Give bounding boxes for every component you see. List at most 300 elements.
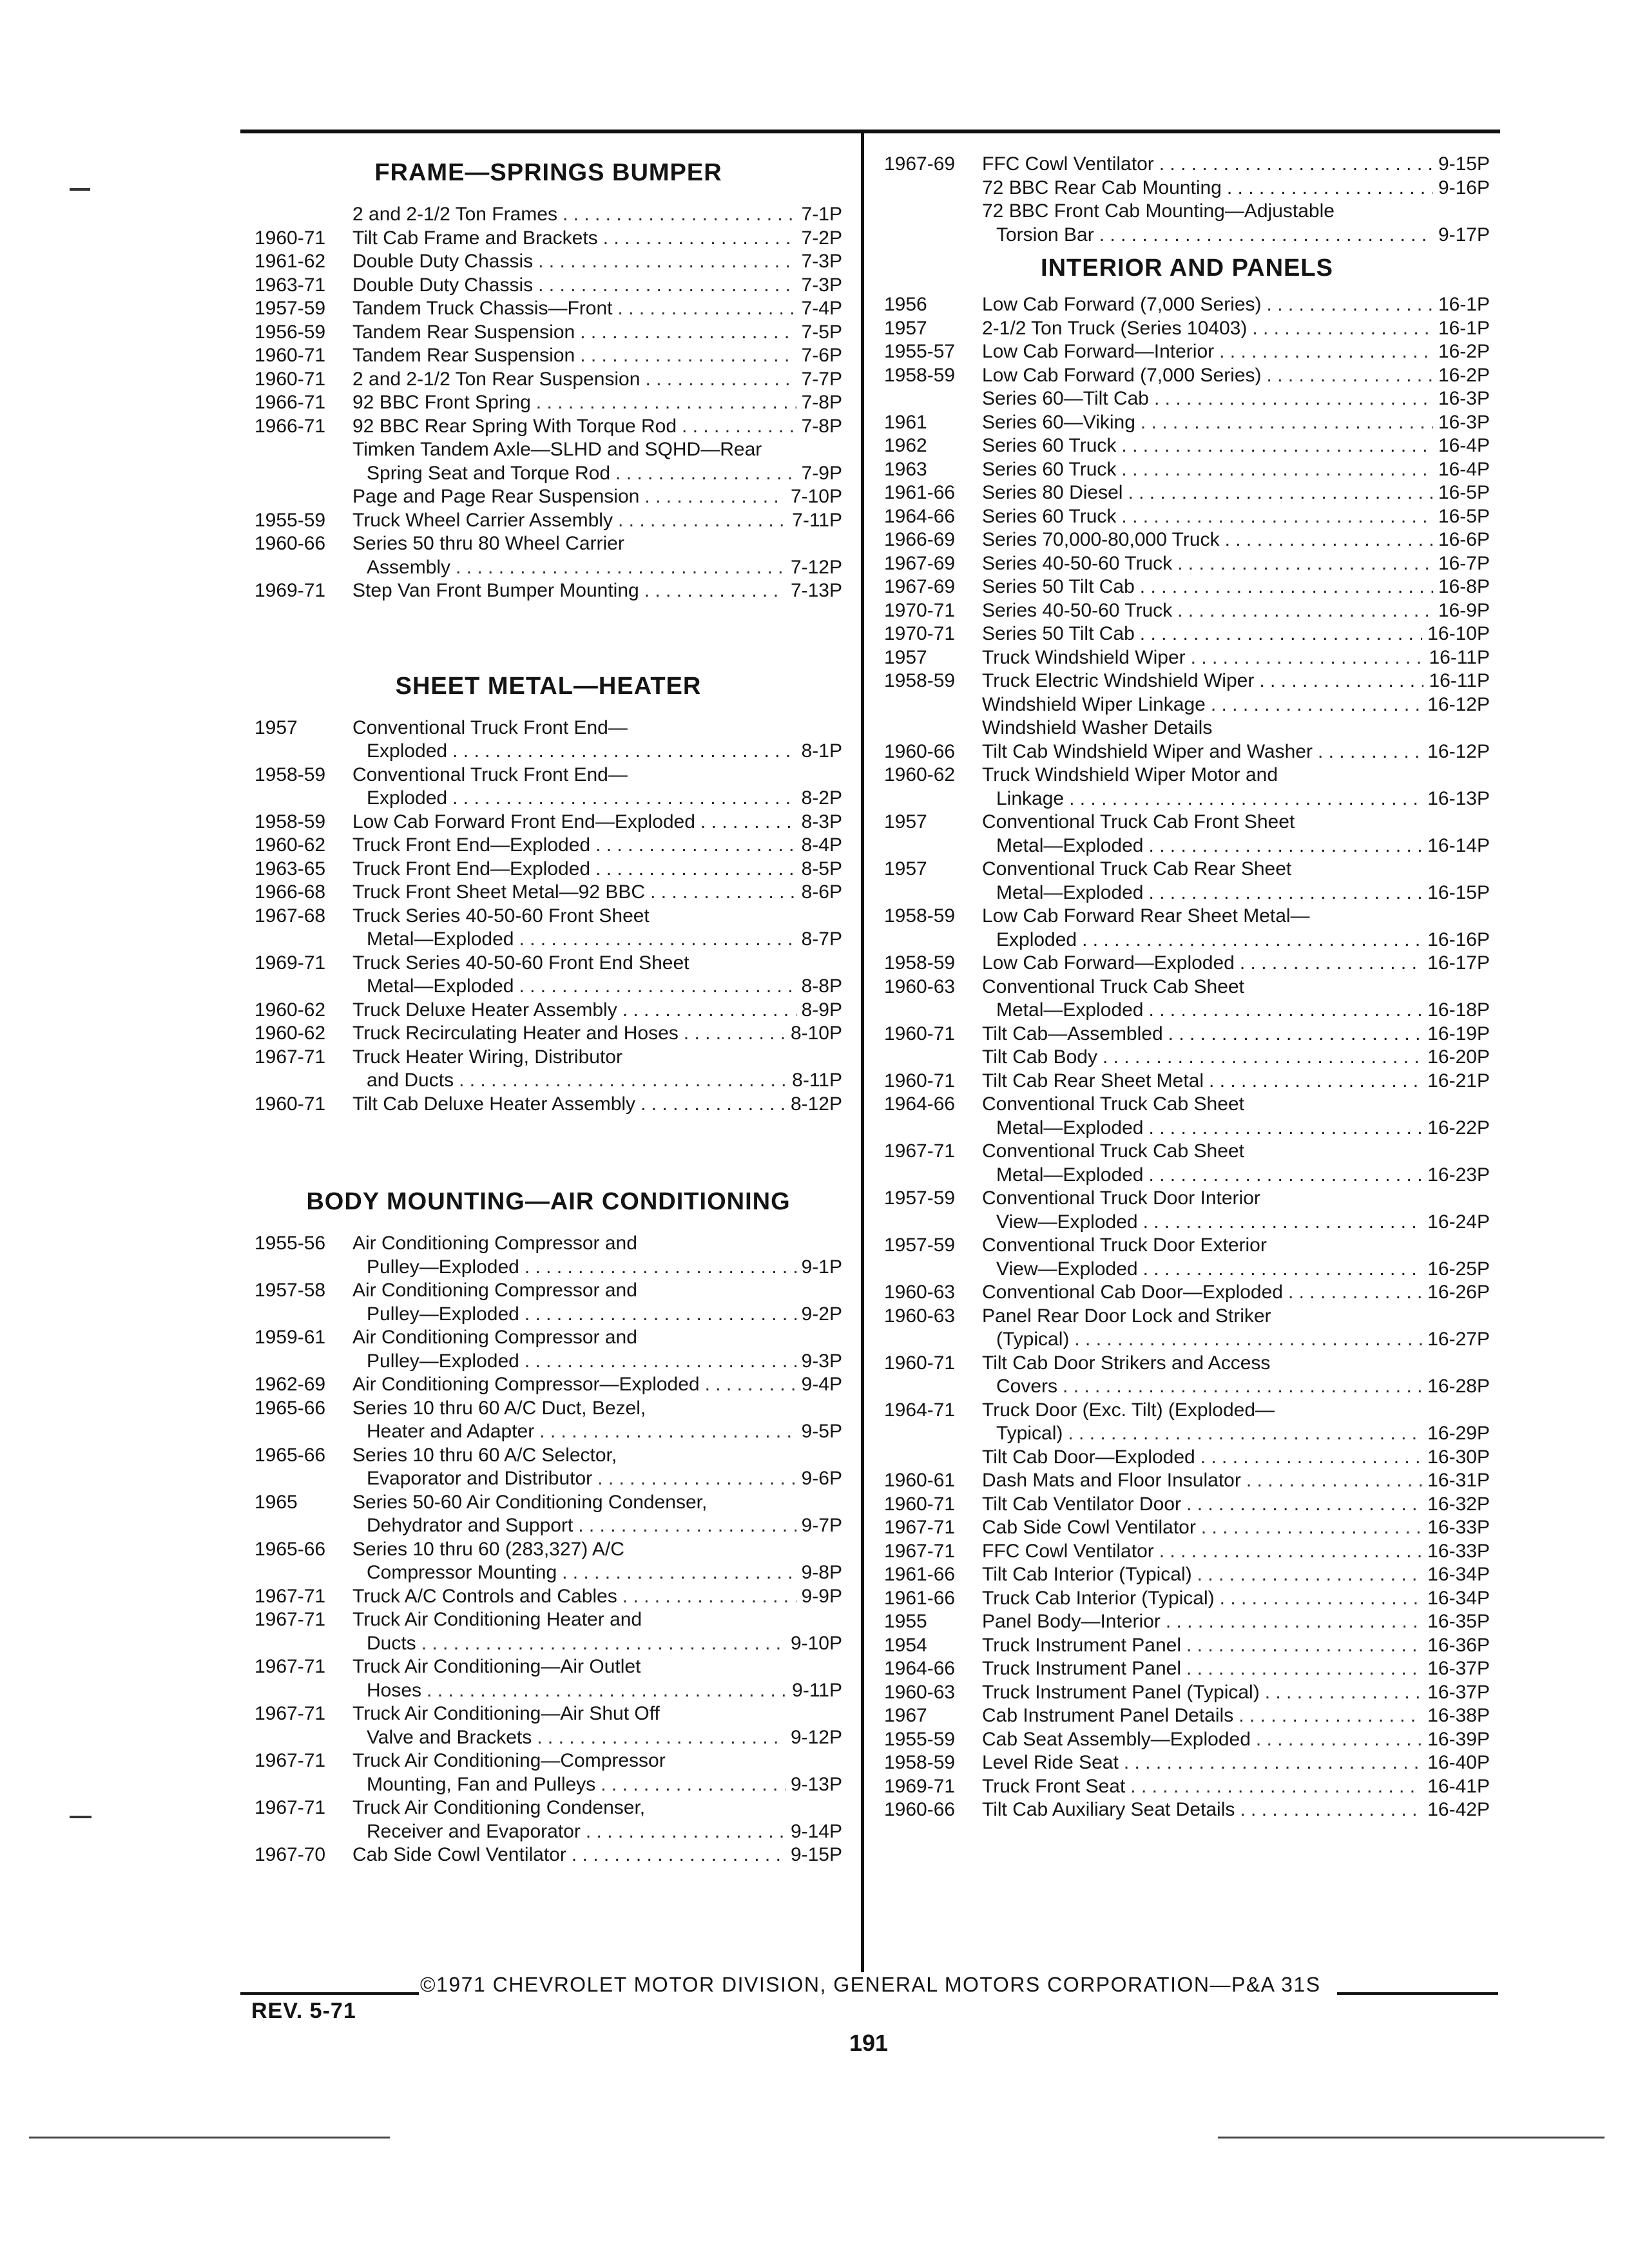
entry-page-ref: 16-11P — [1429, 670, 1490, 691]
index-entry — [884, 1187, 1490, 1234]
entry-body — [352, 1585, 842, 1609]
entry-body — [982, 858, 1490, 905]
index-entry — [884, 387, 1490, 411]
entry-line — [982, 1681, 1490, 1705]
index-entry — [884, 434, 1490, 458]
dot-leader — [572, 1843, 786, 1867]
index-entry — [884, 1469, 1490, 1493]
entry-line — [982, 364, 1490, 388]
entry-page-ref: 9-8P — [801, 1562, 842, 1583]
entry-year: 1957 — [884, 317, 927, 339]
dot-leader — [705, 1373, 796, 1397]
entry-body — [982, 1634, 1490, 1658]
entry-year: 1964-66 — [884, 1093, 956, 1115]
entry-page-ref: 16-21P — [1427, 1070, 1490, 1091]
entry-title: Tilt Cab Body — [982, 1046, 1097, 1068]
entry-page-ref: 16-32P — [1427, 1493, 1490, 1515]
entry-title: 72 BBC Rear Cab Mounting — [982, 177, 1222, 198]
entry-line — [982, 1446, 1490, 1470]
entry-title: Truck Air Conditioning—Air Shut Off — [352, 1703, 660, 1724]
entry-body — [982, 622, 1490, 646]
entry-page-ref: 9-7P — [801, 1515, 842, 1536]
entry-line — [982, 1587, 1490, 1611]
entry-page-ref: 8-4P — [801, 834, 842, 856]
entry-body — [352, 1749, 842, 1796]
entry-title: Tandem Rear Suspension — [352, 345, 575, 366]
entry-year: 1961-66 — [884, 1564, 956, 1585]
index-entry — [255, 999, 842, 1023]
entry-title: Truck Windshield Wiper Motor and — [982, 764, 1278, 785]
entry-line — [982, 1258, 1490, 1282]
entry-page-ref: 16-19P — [1427, 1023, 1490, 1044]
top-rule — [240, 130, 1500, 133]
entry-body — [352, 438, 842, 485]
index-entry — [255, 274, 842, 298]
entry-title: Metal—Exploded — [367, 928, 514, 950]
entry-body — [352, 579, 842, 603]
entry-list — [884, 153, 1490, 247]
index-entry — [255, 764, 842, 811]
entry-page-ref: 16-37P — [1427, 1681, 1490, 1703]
entry-body — [352, 297, 842, 321]
entry-line — [982, 764, 1490, 787]
entry-line — [982, 1657, 1490, 1681]
dot-leader — [1239, 1704, 1422, 1728]
entry-title: Tilt Cab Windshield Wiper and Washer — [982, 740, 1313, 762]
entry-year: 1967-69 — [884, 552, 956, 574]
dot-leader — [1099, 224, 1433, 247]
entry-body — [982, 1352, 1490, 1399]
dot-leader — [1186, 1657, 1422, 1681]
dot-leader — [618, 509, 787, 533]
entry-title: Truck Cab Interior (Typical) — [982, 1587, 1215, 1609]
entry-body — [982, 1798, 1490, 1822]
entry-title: Double Duty Chassis — [352, 251, 534, 272]
entry-page-ref: 8-7P — [801, 928, 842, 950]
entry-page-ref: 7-10P — [790, 486, 842, 507]
index-entry — [884, 364, 1490, 388]
entry-body — [352, 1608, 842, 1655]
entry-line — [982, 622, 1490, 646]
entry-year: 1955 — [884, 1611, 927, 1632]
entry-title: Air Conditioning Compressor—Exploded — [352, 1374, 700, 1395]
entry-page-ref: 16-7P — [1438, 552, 1490, 574]
entry-line — [982, 340, 1490, 364]
dot-leader — [1256, 1728, 1422, 1752]
entry-title: Conventional Truck Door Interior — [982, 1187, 1260, 1209]
entry-title: Metal—Exploded — [367, 975, 514, 997]
entry-line — [352, 1585, 842, 1609]
entry-page-ref: 16-9P — [1438, 599, 1490, 621]
entry-body — [982, 481, 1490, 505]
entry-title: Truck Series 40-50-60 Front End Sheet — [352, 952, 689, 974]
entry-year: 1955-59 — [255, 509, 326, 531]
entry-title: Typical) — [996, 1423, 1063, 1444]
index-entry — [884, 1516, 1490, 1540]
entry-year: 1961 — [884, 411, 927, 433]
entry-list — [255, 1232, 842, 1867]
entry-title: Timken Tandem Axle—SLHD and SQHD—Rear — [352, 439, 762, 460]
index-entry — [884, 1610, 1490, 1634]
entry-page-ref: 16-31P — [1427, 1470, 1490, 1491]
entry-body — [352, 1444, 842, 1491]
dot-leader — [700, 811, 796, 834]
entry-title: Heater and Adapter — [367, 1421, 535, 1442]
entry-page-ref: 8-5P — [801, 858, 842, 879]
dot-leader — [622, 1585, 796, 1609]
entry-line — [352, 438, 842, 462]
dot-leader — [538, 250, 796, 274]
dot-leader — [1246, 1469, 1422, 1493]
index-entry — [255, 1538, 842, 1585]
entry-year: 1969-71 — [255, 952, 326, 974]
entry-body — [352, 905, 842, 952]
entry-title: Covers — [996, 1376, 1058, 1397]
dot-leader — [538, 274, 796, 298]
entry-line — [352, 1350, 842, 1374]
entry-line — [352, 321, 842, 345]
entry-title: Series 70,000-80,000 Truck — [982, 529, 1220, 550]
entry-page-ref: 16-29P — [1427, 1423, 1490, 1444]
index-entry — [255, 1702, 842, 1749]
entry-page-ref: 7-7P — [801, 368, 842, 390]
entry-year: 1960-71 — [255, 227, 326, 249]
entry-line — [982, 1516, 1490, 1540]
entry-line — [352, 975, 842, 999]
entry-page-ref: 16-36P — [1427, 1634, 1490, 1656]
entry-body — [982, 716, 1490, 740]
entry-page-ref: 9-17P — [1438, 224, 1490, 245]
entry-page-ref: 8-11P — [792, 1070, 842, 1091]
entry-line — [352, 509, 842, 533]
index-entry — [255, 1373, 842, 1397]
entry-body — [982, 1140, 1490, 1187]
entry-title: Air Conditioning Compressor and — [352, 1327, 637, 1348]
entry-body — [352, 250, 842, 274]
entry-title: Truck Windshield Wiper — [982, 646, 1186, 668]
entry-page-ref: 9-2P — [801, 1303, 842, 1325]
entry-year: 1958-59 — [884, 905, 956, 927]
entry-line — [982, 387, 1490, 411]
entry-line — [982, 1117, 1490, 1140]
entry-page-ref: 16-4P — [1438, 435, 1490, 456]
dot-leader — [1240, 952, 1422, 975]
entry-body — [982, 1728, 1490, 1752]
entry-body — [352, 858, 842, 881]
dot-leader — [1186, 1493, 1422, 1517]
entry-title: Page and Page Rear Suspension — [352, 486, 640, 507]
entry-page-ref: 7-12P — [790, 556, 842, 578]
entry-line — [352, 905, 842, 928]
entry-title: Spring Seat and Torque Rod — [367, 462, 611, 484]
index-entry — [884, 1493, 1490, 1517]
entry-page-ref: 8-8P — [801, 975, 842, 997]
dot-leader — [645, 368, 796, 392]
entry-body — [352, 1022, 842, 1046]
index-entry — [255, 858, 842, 881]
entry-line — [982, 1775, 1490, 1799]
entry-title: and Ducts — [367, 1070, 454, 1091]
entry-title: 72 BBC Front Cab Mounting—Adjustable — [982, 200, 1335, 222]
entry-title: Conventional Truck Cab Front Sheet — [982, 811, 1295, 832]
dot-leader — [650, 881, 796, 905]
entry-body — [982, 411, 1490, 435]
section-body-mounting — [255, 1186, 842, 1867]
dot-leader — [684, 1022, 786, 1046]
dot-leader — [1267, 364, 1433, 388]
revision-label: REV. 5-71 — [251, 1999, 356, 2023]
entry-title: Air Conditioning Compressor and — [352, 1233, 637, 1254]
dot-leader — [1209, 1070, 1422, 1093]
index-entry — [255, 509, 842, 533]
entry-title: Truck A/C Controls and Cables — [352, 1585, 617, 1607]
index-entry — [255, 391, 842, 415]
entry-page-ref: 7-11P — [792, 509, 842, 531]
index-entry — [255, 297, 842, 321]
entry-title: Truck Air Conditioning Heater and — [352, 1609, 642, 1630]
right-column — [884, 153, 1490, 1822]
index-entry — [884, 1728, 1490, 1752]
entry-line — [982, 1728, 1490, 1752]
entry-year: 1967-71 — [255, 1750, 326, 1771]
entry-page-ref: 16-24P — [1427, 1211, 1490, 1233]
entry-year: 1954 — [884, 1634, 927, 1656]
entry-title: Cab Side Cowl Ventilator — [982, 1517, 1196, 1538]
entry-line — [982, 740, 1490, 764]
entry-line — [982, 952, 1490, 975]
entry-title: 2-1/2 Ton Truck (Series 10403) — [982, 317, 1248, 339]
index-entry — [884, 1587, 1490, 1611]
entry-body — [982, 575, 1490, 599]
entry-title: Hoses — [367, 1679, 422, 1701]
entry-page-ref: 16-11P — [1429, 646, 1490, 668]
entry-line — [352, 1632, 842, 1656]
index-entry — [255, 250, 842, 274]
entry-year: 1960-62 — [884, 764, 956, 785]
index-entry — [255, 1796, 842, 1843]
entry-line — [982, 1399, 1490, 1423]
entry-body — [982, 1469, 1490, 1493]
dot-leader — [1140, 622, 1422, 646]
entry-line — [982, 905, 1490, 928]
entry-line — [982, 834, 1490, 858]
entry-page-ref: 9-13P — [790, 1773, 842, 1795]
entry-title: Cab Seat Assembly—Exploded — [982, 1728, 1251, 1750]
entry-page-ref: 7-13P — [790, 580, 842, 601]
dot-leader — [580, 344, 796, 368]
entry-body — [352, 1279, 842, 1326]
entry-title: Truck Front Seat — [982, 1775, 1126, 1797]
entry-line — [352, 1655, 842, 1679]
entry-title: Conventional Truck Cab Sheet — [982, 1093, 1244, 1115]
entry-line — [352, 532, 842, 556]
section-sheet-metal — [255, 670, 842, 1117]
dot-leader — [601, 1773, 786, 1797]
entry-year: 1960-71 — [255, 1093, 326, 1115]
entry-line — [352, 1093, 842, 1117]
margin-mark — [70, 188, 90, 191]
entry-line — [352, 1279, 842, 1303]
entry-title: 92 BBC Rear Spring With Torque Rod — [352, 415, 677, 437]
dot-leader — [562, 1561, 796, 1585]
index-entry — [255, 1397, 842, 1444]
entry-year: 1967-69 — [884, 153, 956, 175]
entry-year: 1960-66 — [255, 533, 326, 554]
index-entry — [884, 575, 1490, 599]
entry-page-ref: 16-1P — [1438, 317, 1490, 339]
dot-leader — [421, 1632, 786, 1656]
entry-line — [982, 1540, 1490, 1564]
scan-edge-line — [29, 2137, 390, 2138]
entry-title: Dehydrator and Support — [367, 1515, 574, 1536]
entry-line — [352, 1467, 842, 1491]
entry-body — [352, 881, 842, 905]
entry-title: Windshield Wiper Linkage — [982, 693, 1206, 715]
entry-page-ref: 9-5P — [801, 1421, 842, 1442]
entry-year: 1964-71 — [884, 1399, 956, 1421]
index-entry — [884, 1070, 1490, 1093]
entry-page-ref: 9-10P — [790, 1632, 842, 1654]
entry-year: 1958-59 — [884, 364, 956, 386]
dot-leader — [1197, 1563, 1423, 1587]
entry-page-ref: 16-14P — [1427, 834, 1490, 856]
entry-page-ref: 8-3P — [801, 811, 842, 832]
entry-page-ref: 16-33P — [1427, 1540, 1490, 1562]
dot-leader — [1103, 1046, 1422, 1070]
entry-title: Tilt Cab Door—Exploded — [982, 1446, 1195, 1468]
entry-page-ref: 16-3P — [1438, 388, 1490, 409]
entry-line — [982, 552, 1490, 576]
entry-title: Series 60—Tilt Cab — [982, 388, 1149, 409]
entry-page-ref: 16-17P — [1427, 952, 1490, 974]
entry-line — [352, 928, 842, 952]
entry-page-ref: 8-2P — [801, 787, 842, 809]
entry-line — [982, 1422, 1490, 1446]
entry-line — [352, 297, 842, 321]
dot-leader — [1154, 387, 1433, 411]
index-entry — [884, 599, 1490, 623]
entry-line — [352, 811, 842, 834]
entry-title: Cab Instrument Panel Details — [982, 1705, 1234, 1726]
entry-line — [352, 462, 842, 486]
entry-title: Metal—Exploded — [996, 1164, 1144, 1186]
index-entry — [884, 1775, 1490, 1799]
entry-title: Truck Instrument Panel — [982, 1658, 1182, 1679]
entry-list — [884, 293, 1490, 1822]
entry-title: Low Cab Forward—Interior — [982, 341, 1215, 362]
index-entry — [255, 952, 842, 999]
entry-body — [982, 1305, 1490, 1352]
entry-line — [982, 293, 1490, 317]
entry-title: FFC Cowl Ventilator — [982, 153, 1154, 175]
footer-rule — [1337, 1992, 1498, 1995]
entry-page-ref: 8-9P — [801, 999, 842, 1021]
entry-year: 1967-71 — [255, 1046, 326, 1068]
entry-line — [352, 415, 842, 439]
entry-body — [982, 1446, 1490, 1470]
entry-body — [352, 1702, 842, 1749]
entry-title: Exploded — [996, 928, 1077, 950]
dot-leader — [1140, 575, 1433, 599]
entry-page-ref: 7-3P — [801, 274, 842, 296]
entry-title: Tilt Cab Door Strikers and Access — [982, 1352, 1271, 1374]
index-entry — [884, 693, 1490, 717]
entry-title: Truck Recirculating Heater and Hoses — [352, 1023, 679, 1044]
entry-line — [982, 858, 1490, 881]
entry-body — [982, 1093, 1490, 1140]
entry-line — [352, 1702, 842, 1726]
entry-line — [352, 391, 842, 415]
entry-year: 1955-59 — [884, 1728, 956, 1750]
entry-line — [352, 1773, 842, 1797]
entry-title: Series 50-60 Air Conditioning Condenser, — [352, 1491, 708, 1513]
entry-body — [352, 1326, 842, 1373]
entry-year: 1967-71 — [255, 1585, 326, 1607]
index-entry — [884, 1657, 1490, 1681]
entry-body — [352, 1232, 842, 1279]
entry-body — [352, 999, 842, 1023]
entry-body — [352, 344, 842, 368]
entry-page-ref: 16-27P — [1427, 1329, 1490, 1350]
entry-line — [352, 1256, 842, 1280]
entry-page-ref: 16-35P — [1427, 1611, 1490, 1632]
index-entry — [255, 1655, 842, 1702]
index-entry — [255, 1022, 842, 1046]
dot-leader — [427, 1679, 787, 1703]
entry-body — [982, 1751, 1490, 1775]
index-entry — [884, 528, 1490, 552]
dot-leader — [1121, 434, 1433, 458]
entry-body — [352, 274, 842, 298]
page-footer — [0, 1965, 1629, 2107]
entry-page-ref: 7-4P — [801, 298, 842, 319]
entry-line — [352, 1491, 842, 1515]
index-entry — [884, 200, 1490, 247]
entry-body — [982, 764, 1490, 811]
entry-title: Air Conditioning Compressor and — [352, 1280, 637, 1301]
entry-line — [352, 274, 842, 298]
entry-page-ref: 16-41P — [1427, 1775, 1490, 1797]
entry-line — [982, 646, 1490, 670]
index-entry — [255, 438, 842, 485]
dot-leader — [644, 485, 786, 509]
dot-leader — [1148, 881, 1422, 905]
entry-year: 1967-71 — [255, 1703, 326, 1724]
index-entry — [884, 1281, 1490, 1305]
entry-title: Level Ride Seat — [982, 1752, 1119, 1773]
index-entry — [884, 975, 1490, 1023]
entry-line — [352, 368, 842, 392]
dot-leader — [682, 415, 796, 439]
entry-page-ref: 16-16P — [1427, 928, 1490, 950]
entry-body — [982, 693, 1490, 717]
index-entry — [884, 177, 1490, 200]
entry-body — [982, 200, 1490, 247]
entry-line — [352, 1820, 842, 1844]
entry-line — [982, 1328, 1490, 1352]
entry-year: 1960-62 — [255, 1023, 326, 1044]
entry-body — [982, 177, 1490, 200]
entry-title: Step Van Front Bumper Mounting — [352, 580, 639, 601]
entry-year: 1957 — [884, 811, 927, 832]
entry-body — [352, 203, 842, 227]
entry-page-ref: 16-5P — [1438, 505, 1490, 527]
entry-title: Truck Front Sheet Metal—92 BBC — [352, 881, 646, 903]
dot-leader — [578, 1514, 796, 1538]
entry-year: 1961-66 — [884, 1587, 956, 1609]
entry-body — [982, 1023, 1490, 1046]
entry-page-ref: 9-11P — [792, 1679, 842, 1701]
